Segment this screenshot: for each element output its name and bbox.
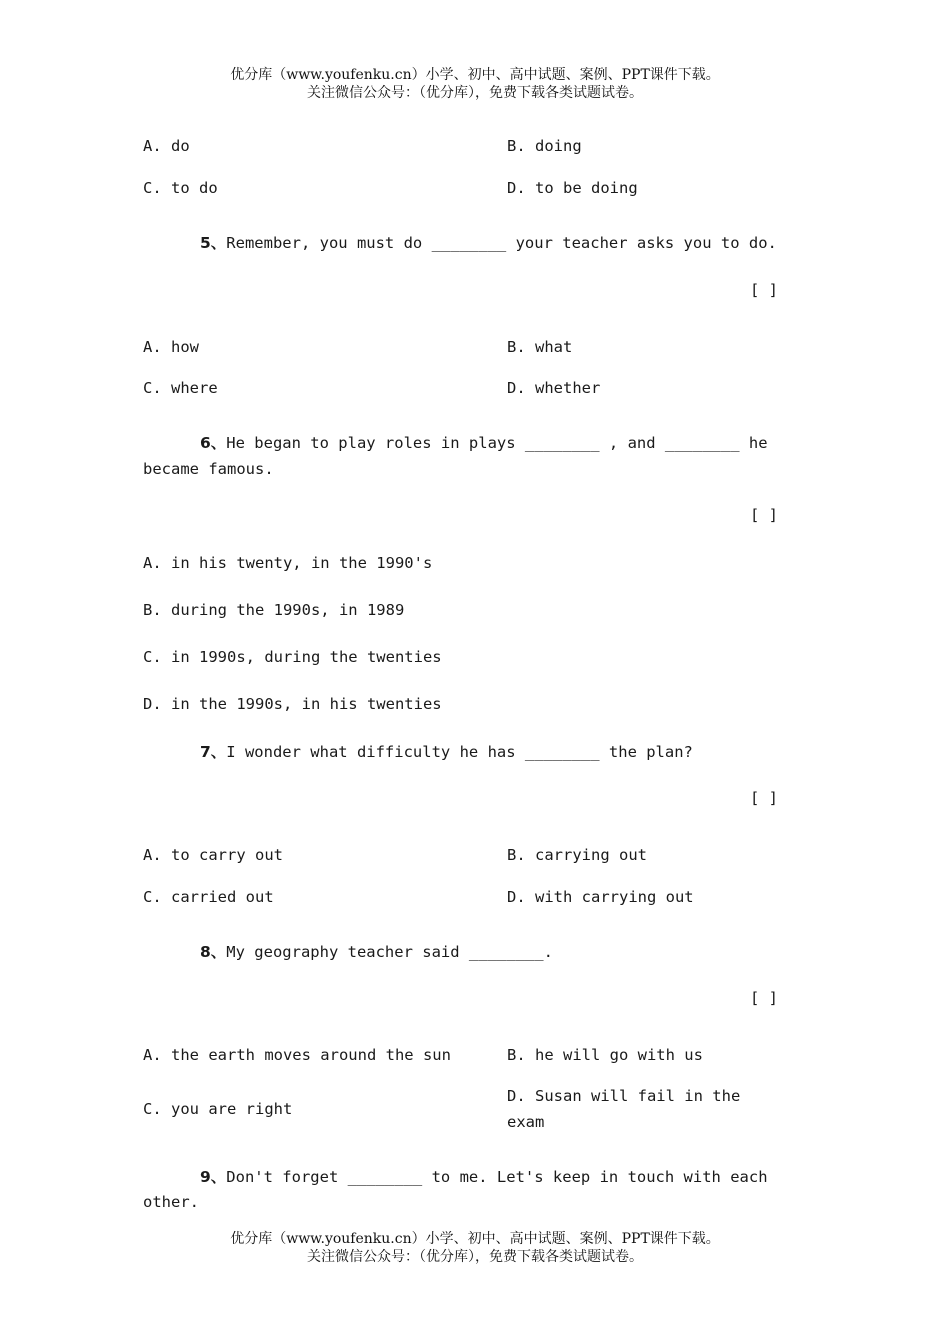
- q4-option-c: C. to do: [143, 179, 218, 197]
- question-8-answer-bracket: [ ]: [750, 989, 778, 1007]
- q5-option-a: A. how: [143, 338, 199, 356]
- question-7: [200, 742, 693, 762]
- q7-option-c: C. carried out: [143, 888, 274, 906]
- question-5-answer-bracket: [ ]: [750, 281, 778, 299]
- q5-option-d: D. whether: [507, 379, 601, 397]
- question-7-text: I wonder what difficulty he has ________ the plan?: [226, 743, 693, 761]
- header-line-1: 优分库（www.youfenku.cn）小学、初中、高中试题、案例、PPT课件下载。: [230, 67, 720, 83]
- q8-option-d-line1: D. Susan will fail in the: [507, 1087, 741, 1105]
- q6-option-d: D. in the 1990s, in his twenties: [143, 695, 442, 713]
- question-5-number: 5、: [200, 234, 227, 252]
- q4-option-b: B. doing: [507, 137, 582, 155]
- question-6-number: 6、: [200, 434, 227, 452]
- q8-option-a: A. the earth moves around the sun: [143, 1046, 451, 1064]
- question-8-text: My geography teacher said ________.: [226, 943, 553, 961]
- question-9-text: Don't forget ________ to me. Let's keep in touch with each: [226, 1168, 768, 1186]
- question-7-answer-bracket: [ ]: [750, 789, 778, 807]
- footer-line-2: 关注微信公众号：（优分库），免费下载各类试题试卷。: [307, 1249, 643, 1265]
- q5-option-c: C. where: [143, 379, 218, 397]
- footer-line-1: 优分库（www.youfenku.cn）小学、初中、高中试题、案例、PPT课件下载。: [230, 1231, 720, 1247]
- q8-option-c: C. you are right: [143, 1100, 293, 1118]
- question-6-answer-bracket: [ ]: [750, 506, 778, 524]
- page-footer: [0, 1230, 950, 1266]
- q8-option-b: B. he will go with us: [507, 1046, 703, 1064]
- q7-option-b: B. carrying out: [507, 846, 647, 864]
- question-9: [200, 1167, 768, 1187]
- question-7-number: 7、: [200, 743, 227, 761]
- question-5: [200, 233, 777, 253]
- question-6-text: He began to play roles in plays ________ , and ________ he: [226, 434, 768, 452]
- question-8: [200, 942, 553, 962]
- q7-option-a: A. to carry out: [143, 846, 283, 864]
- question-5-text: Remember, you must do ________ your teacher asks you to do.: [226, 234, 777, 252]
- question-9-text-continued: other.: [143, 1193, 199, 1211]
- question-6-text-continued: became famous.: [143, 460, 274, 478]
- q5-option-b: B. what: [507, 338, 573, 356]
- q6-option-b: B. during the 1990s, in 1989: [143, 601, 405, 619]
- q6-option-a: A. in his twenty, in the 1990's: [143, 554, 433, 572]
- header-line-2: 关注微信公众号：（优分库），免费下载各类试题试卷。: [307, 85, 643, 101]
- question-9-number: 9、: [200, 1168, 227, 1186]
- question-6: [200, 433, 768, 453]
- q6-option-c: C. in 1990s, during the twenties: [143, 648, 442, 666]
- q7-option-d: D. with carrying out: [507, 888, 694, 906]
- q4-option-d: D. to be doing: [507, 179, 638, 197]
- page-header: [0, 66, 950, 102]
- q4-option-a: A. do: [143, 137, 190, 155]
- question-8-number: 8、: [200, 943, 227, 961]
- q8-option-d-line2: exam: [507, 1113, 545, 1131]
